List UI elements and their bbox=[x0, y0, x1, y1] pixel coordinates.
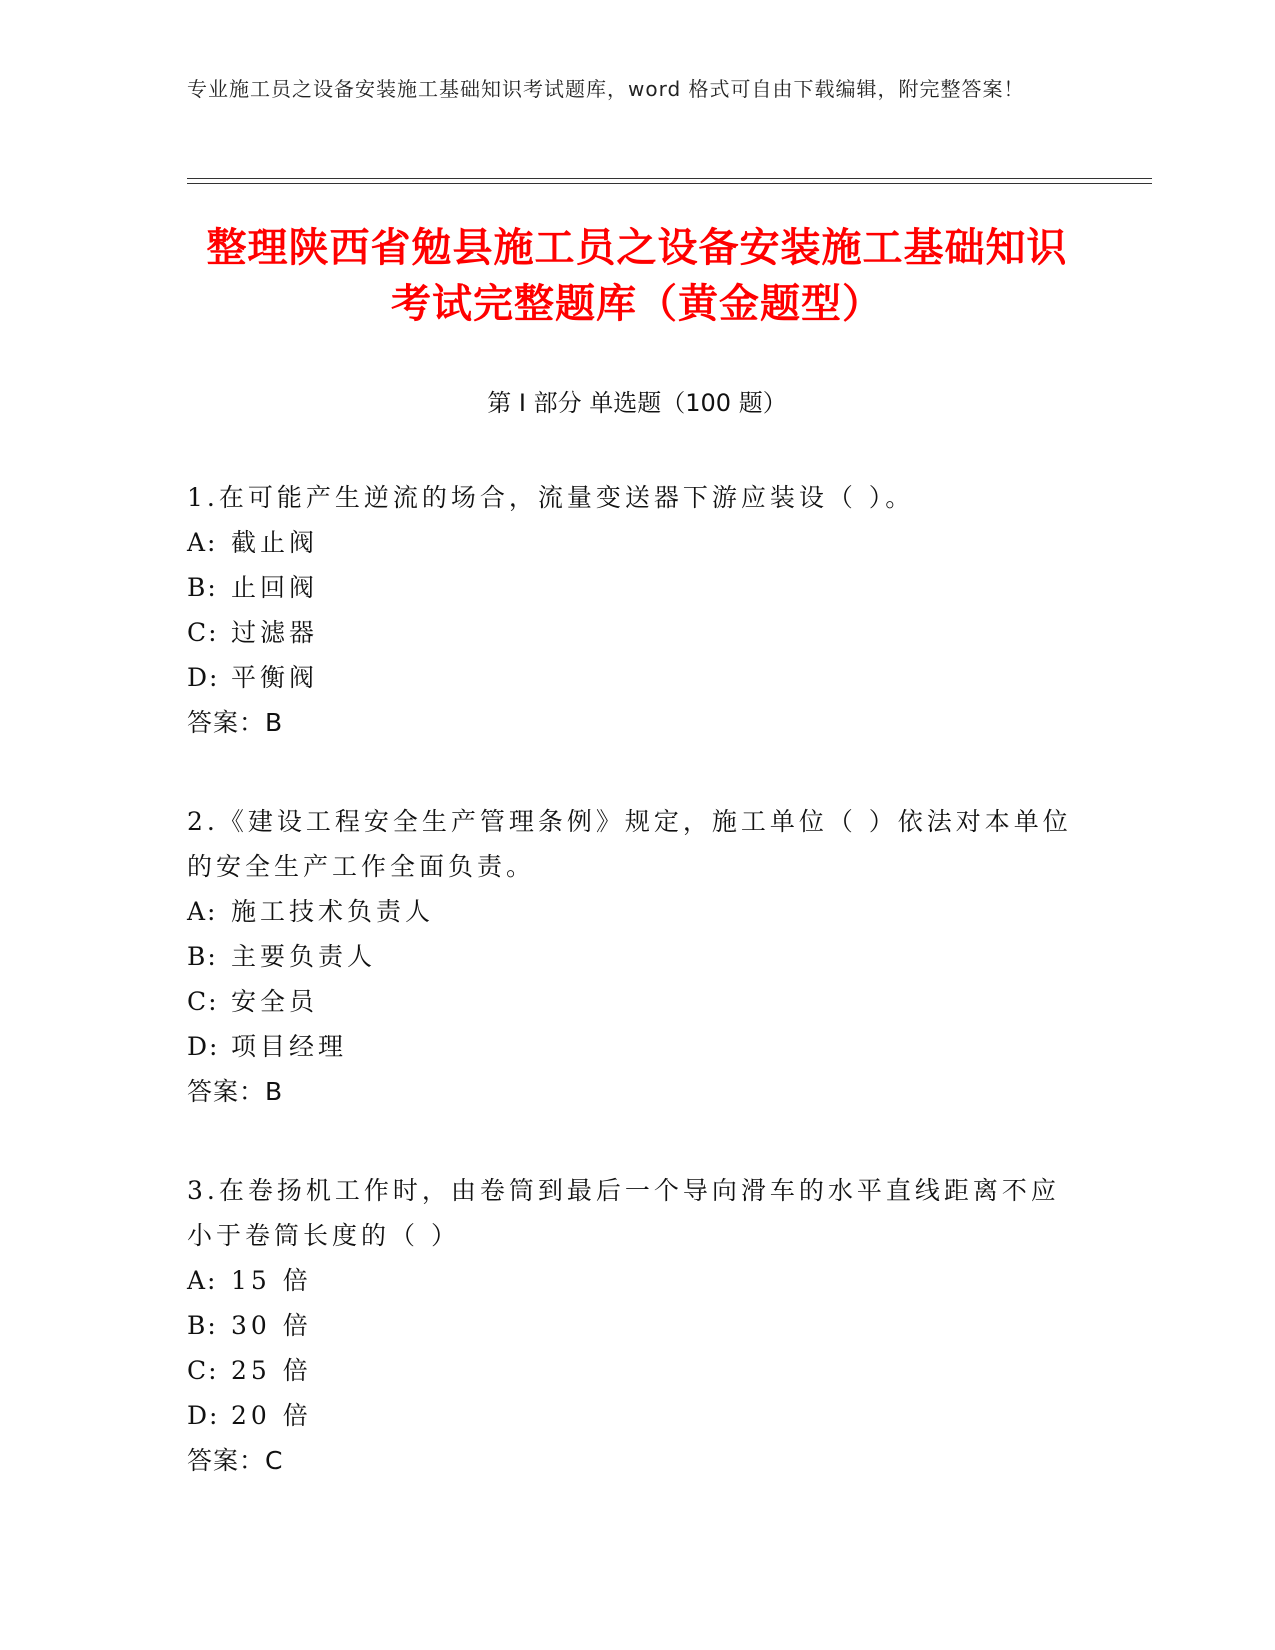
answer-label: 答案： bbox=[187, 1446, 266, 1475]
option-text: 安全员 bbox=[231, 987, 319, 1016]
option-c bbox=[187, 1348, 1077, 1393]
option-text: 30 倍 bbox=[231, 1311, 312, 1340]
option-text: 25 倍 bbox=[231, 1356, 312, 1385]
option-b bbox=[187, 565, 1077, 610]
answer-line bbox=[187, 1438, 1077, 1483]
option-letter: D: bbox=[187, 1401, 220, 1430]
option-letter: D: bbox=[187, 663, 220, 692]
option-text: 平衡阀 bbox=[231, 663, 319, 692]
option-a bbox=[187, 889, 1077, 934]
option-text: 施工技术负责人 bbox=[231, 897, 435, 926]
option-text: 15 倍 bbox=[231, 1266, 312, 1295]
answer-line bbox=[187, 1069, 1077, 1114]
option-letter: A: bbox=[187, 1266, 218, 1295]
question-3 bbox=[187, 1168, 1077, 1483]
document-title: 整理陕西省勉县施工员之设备安装施工基础知识考试完整题库（黄金题型） bbox=[206, 225, 1068, 327]
option-c bbox=[187, 979, 1077, 1024]
question-stem: 3.在卷扬机工作时，由卷筒到最后一个导向滑车的水平直线距离不应小于卷筒长度的（ ） bbox=[187, 1176, 1060, 1250]
option-text: 项目经理 bbox=[231, 1032, 348, 1061]
option-letter: C: bbox=[187, 987, 219, 1016]
question-1 bbox=[187, 475, 1077, 745]
question-stem: 1.在可能产生逆流的场合，流量变送器下游应装设（ ）。 bbox=[187, 483, 915, 512]
option-letter: A: bbox=[187, 528, 218, 557]
option-d bbox=[187, 1024, 1077, 1069]
header-note: 专业施工员之设备安装施工基础知识考试题库，word 格式可自由下载编辑，附完整答案！ bbox=[187, 77, 1025, 101]
option-a bbox=[187, 1258, 1077, 1303]
answer-value: C bbox=[265, 1446, 284, 1475]
question-2 bbox=[187, 799, 1077, 1114]
option-text: 过滤器 bbox=[231, 618, 319, 647]
question-list bbox=[187, 475, 1077, 1537]
option-letter: A: bbox=[187, 897, 218, 926]
option-letter: B: bbox=[187, 942, 218, 971]
option-b bbox=[187, 1303, 1077, 1348]
option-letter: D: bbox=[187, 1032, 220, 1061]
option-text: 止回阀 bbox=[231, 573, 319, 602]
option-text: 20 倍 bbox=[231, 1401, 312, 1430]
section-heading: 第 I 部分 单选题（100 题） bbox=[487, 389, 787, 417]
option-d bbox=[187, 1393, 1077, 1438]
option-letter: B: bbox=[187, 1311, 218, 1340]
option-b bbox=[187, 934, 1077, 979]
option-text: 主要负责人 bbox=[231, 942, 377, 971]
option-d bbox=[187, 655, 1077, 700]
answer-value: B bbox=[265, 708, 284, 737]
answer-value: B bbox=[265, 1077, 284, 1106]
option-c bbox=[187, 610, 1077, 655]
answer-label: 答案： bbox=[187, 1077, 266, 1106]
answer-label: 答案： bbox=[187, 708, 266, 737]
question-stem: 2.《建设工程安全生产管理条例》规定，施工单位（ ）依法对本单位的安全生产工作全面负责。 bbox=[187, 807, 1072, 881]
answer-line bbox=[187, 700, 1077, 745]
option-text: 截止阀 bbox=[231, 528, 319, 557]
option-a bbox=[187, 520, 1077, 565]
option-letter: C: bbox=[187, 618, 219, 647]
option-letter: B: bbox=[187, 573, 218, 602]
header-divider bbox=[187, 178, 1152, 184]
option-letter: C: bbox=[187, 1356, 219, 1385]
